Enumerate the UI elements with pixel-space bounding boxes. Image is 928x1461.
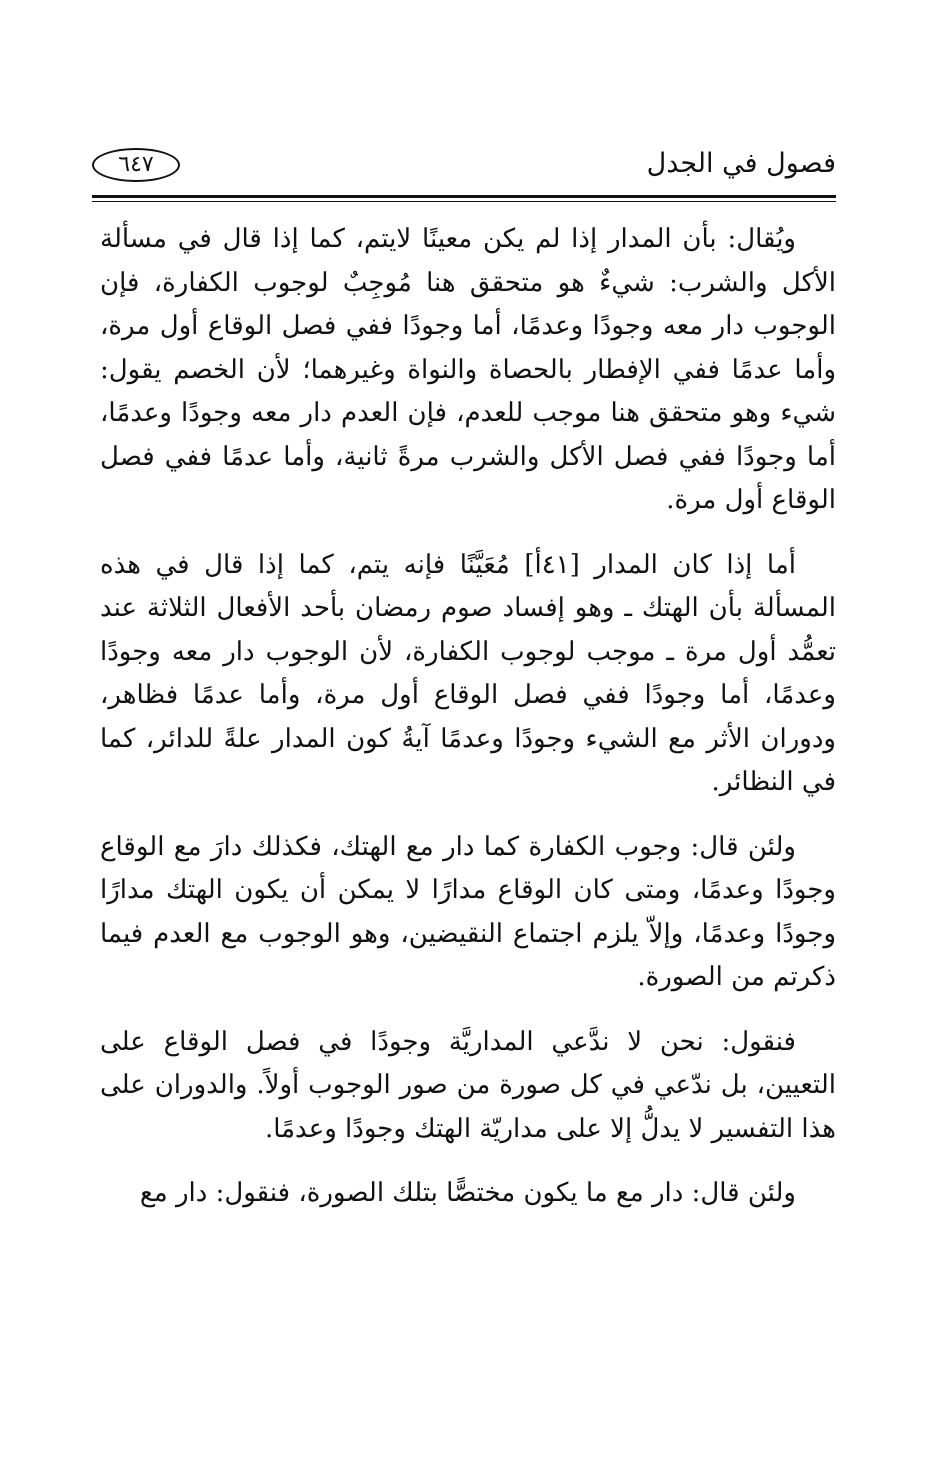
header-rule-thick bbox=[92, 195, 836, 198]
paragraph-4: فنقول: نحن لا ندَّعي المداريَّة وجودًا في فصل الوقاع على التعيين، بل ندّعي في كل صورة من صور الوجوب أولاً. والدوران على هذا التفسير لا يدلُّ إلا على مداريّة الهتك وجودًا وعدمًا. bbox=[100, 1026, 836, 1144]
paragraph-3: ولئن قال: وجوب الكفارة كما دار مع الهتك، فكذلك دارَ مع الوقاع وجودًا وعدمًا، ومتى كان الوقاع مدارًا لا يمكن أن يكون الهتك مدارًا وجودًا وعدمًا، وإلاّ يلزم اجتماع النقيضين، وهو الوجوب مع العدم فيما ذكرتم من الصورة. bbox=[100, 831, 836, 992]
header-rule-thin bbox=[92, 201, 836, 202]
page-number-badge: ٦٤٧ bbox=[92, 148, 180, 182]
running-head bbox=[92, 140, 836, 192]
paragraph-1: ويُقال: بأن المدار إذا لم يكن معينًا لايتم، كما إذا قال في مسألة الأكل والشرب: شيءٌ هو متحقق هنا مُوجِبٌ لوجوب الكفارة، فإن الوجوب دار معه وجودًا وعدمًا، أما وجودًا ففي فصل الوقاع أول مرة، وأما عدمًا ففي الإفطار بالحصاة والنواة وغيرهما؛ لأن الخصم يقول: شيء وهو متحقق هنا موجب للعدم، فإن العدم دار معه وجودًا وعدمًا، أما وجودًا ففي فصل الأكل والشرب مرةً ثانية، وأما عدمًا ففي فصل الوقاع أول مرة. bbox=[100, 224, 836, 515]
paragraph-2: أما إذا كان المدار [٤١أ] مُعَيَّنًا فإنه يتم، كما إذا قال في هذه المسألة بأن الهتك ـ وهو إفساد صوم رمضان بأحد الأفعال الثلاثة عند تعمُّد أول مرة ـ موجب لوجوب الكفارة، لأن الوجوب دار معه وجودًا وعدمًا، أما وجودًا ففي فصل الوقاع أول مرة، وأما عدمًا فظاهر، ودوران الأثر مع الشيء وجودًا وعدمًا آيةُ كون المدار علةً للدائر، كما في النظائر. bbox=[100, 549, 836, 797]
running-title: فصول في الجدل bbox=[646, 148, 836, 179]
paragraph-5: ولئن قال: دار مع ما يكون مختصًّا بتلك الصورة، فنقول: دار مع bbox=[139, 1178, 796, 1208]
body-text bbox=[100, 218, 836, 1237]
